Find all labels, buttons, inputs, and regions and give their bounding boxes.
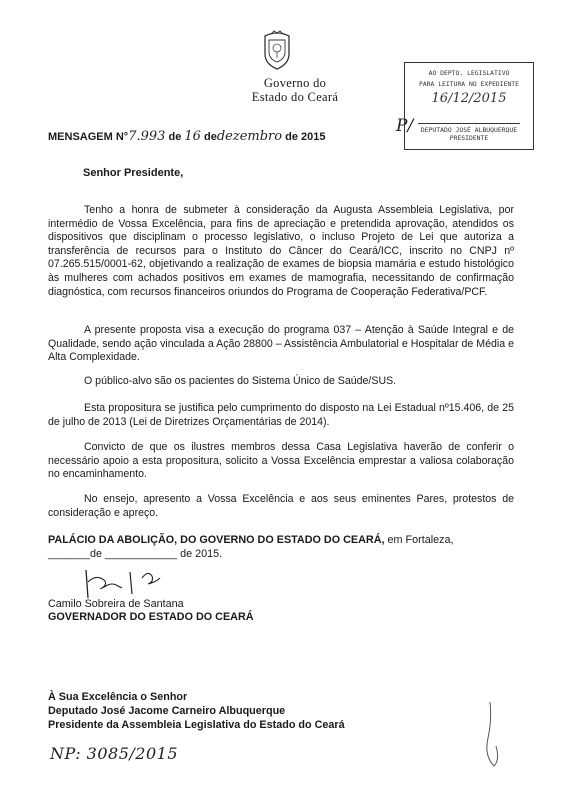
state-coat-of-arms-icon bbox=[261, 30, 293, 70]
paragraph-4: Esta propositura se justifica pelo cumprimento do disposto na Lei Estadual nº15.406, de 25 de julho de 2013 (Lei de Diretrizes Orçamentárias de 2014). bbox=[48, 402, 514, 428]
message-label: MENSAGEM N° bbox=[48, 131, 129, 143]
addressee-line-1: À Sua Excelência o Senhor bbox=[48, 691, 188, 703]
signer-name: Camilo Sobreira de Santana bbox=[48, 598, 184, 610]
stamp-line-1: AO DEPTO. LEGISLATIVO bbox=[428, 69, 510, 77]
salutation: Senhor Presidente, bbox=[83, 167, 184, 179]
paragraph-5: Convicto de que os ilustres membros dessa Casa Legislativa haverão de conferir o necessário apoio a esta propositura, solicito a Vossa Excelência emprestar a valiosa colaboração no encaminhamento. bbox=[48, 441, 514, 481]
governor-signature bbox=[78, 566, 188, 602]
addressee-line-3: Presidente da Assembleia Legislativa do Estado do Ceará bbox=[48, 719, 345, 731]
closing-city: em Fortaleza, bbox=[384, 534, 454, 546]
addressee-block bbox=[48, 690, 345, 732]
paragraph-6: No ensejo, apresento a Vossa Excelência e aos seus eminentes Pares, protestos de consideração e apreço. bbox=[48, 493, 514, 519]
paragraph-1: Tenho a honra de submeter à consideração da Augusta Assembleia Legislativa, por intermédio de Vossa Excelência, para fins de apreciação e pretendida aprovação, atendidos os dispositivos que disciplinam o processo legislativo, o incluso Projeto de Lei que autoriza a transferência de recursos para o Instituto do Câncer do Ceará/ICC, inscrito no CNPJ nº 07.265.515/0001-62, objetivando a realização de exames de biopsia mamária e estudo histológico às mulheres com achados positivos em exames de mamografia, necessitando de confirmação diagnóstica, com recursos financeiros oriundos do Programa de Cooperação Federativa/PCF. bbox=[48, 204, 514, 298]
message-de-2: de bbox=[203, 131, 217, 143]
stamp-date: 16/12/2015 bbox=[431, 91, 507, 106]
header-line-2: Estado do Ceará bbox=[251, 90, 339, 104]
message-year: de 2015 bbox=[285, 131, 326, 143]
protocol-stamp bbox=[404, 62, 534, 150]
message-number: 7.993 bbox=[128, 129, 166, 144]
paragraph-2: A presente proposta visa a execução do programa 037 – Atenção à Saúde Integral e de Qualidade, sendo ação vinculada a Ação 28800 – Assistência Ambulatorial e Hospitalar de Média e Alta Complexidade. bbox=[48, 324, 514, 364]
stamp-line-2: PARA LEITURA NO EXPEDIENTE bbox=[418, 80, 520, 88]
closing-block bbox=[48, 533, 514, 561]
header-line-1: Governo do bbox=[263, 76, 327, 90]
pen-mark bbox=[470, 700, 510, 770]
closing-palace: PALÁCIO DA ABOLIÇÃO, DO GOVERNO DO ESTADO DO CEARÁ, bbox=[48, 534, 385, 546]
addressee-line-2: Deputado José Jacome Carneiro Albuquerque bbox=[48, 705, 286, 717]
stamp-line-4: PRESIDENTE bbox=[449, 134, 489, 142]
closing-date-line: _______de ____________ de 2015. bbox=[48, 548, 223, 560]
paragraph-3: O público-alvo são os pacientes do Sistema Único de Saúde/SUS. bbox=[84, 375, 397, 387]
message-month: dezembro bbox=[216, 129, 283, 144]
stamp-initials: P/ bbox=[396, 116, 414, 136]
signer-title: GOVERNADOR DO ESTADO DO CEARÁ bbox=[48, 611, 254, 623]
message-de-1: de bbox=[168, 131, 182, 143]
message-day: 16 bbox=[184, 129, 201, 144]
message-number-line bbox=[48, 129, 326, 144]
stamp-line-3: DEPUTADO JOSÉ ALBUQUERQUE bbox=[418, 123, 520, 134]
handwritten-protocol-note: NP: 3085/2015 bbox=[50, 744, 178, 763]
